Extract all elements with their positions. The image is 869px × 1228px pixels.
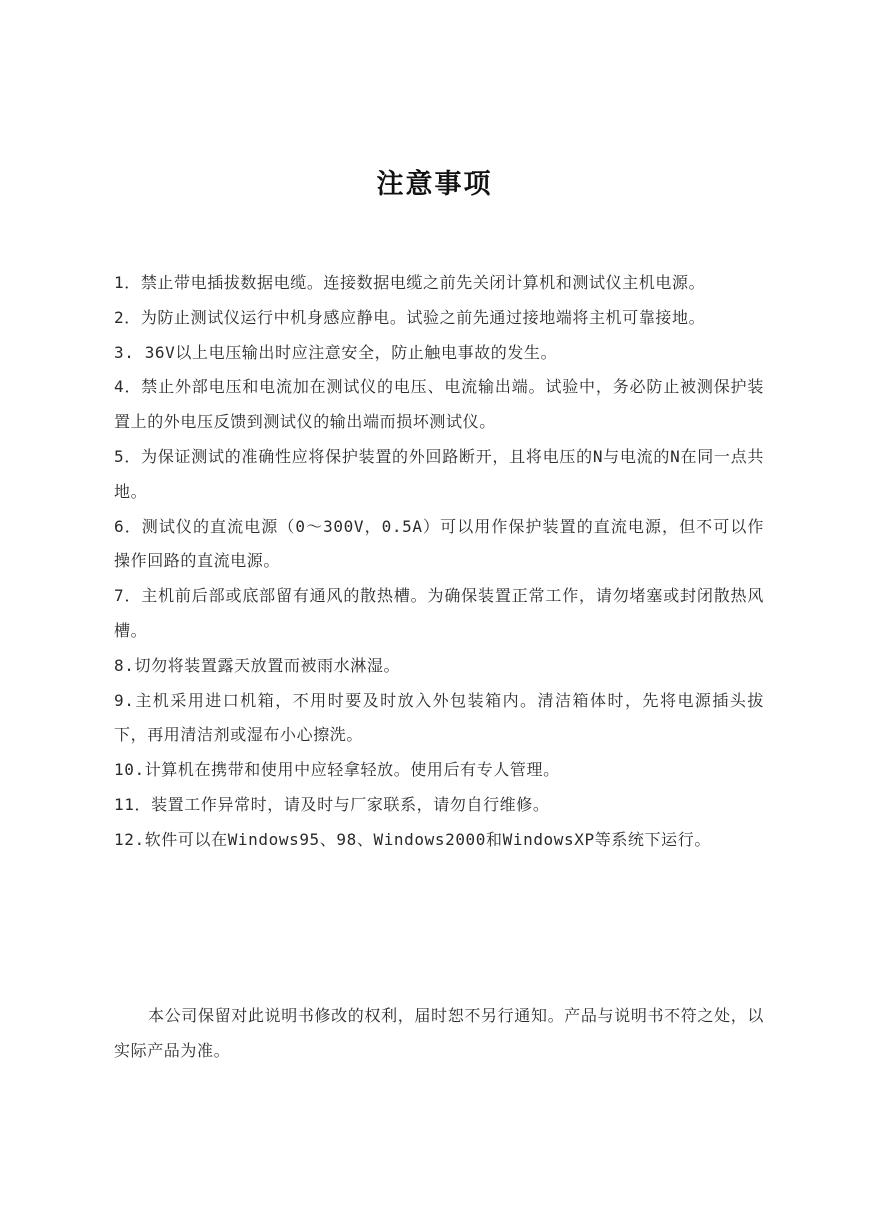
precaution-item: 8.切勿将装置露天放置而被雨水淋湿。 — [114, 655, 401, 675]
disclaimer-paragraph: 本公司保留对此说明书修改的权利，届时恕不另行通知。产品与说明书不符之处，以实际产品为准。 — [114, 1006, 764, 1060]
precaution-item: 12.软件可以在Windows95、98、Windows2000和WindowsXP等系统下运行。 — [114, 829, 711, 849]
precaution-item: 3. 36V以上电压输出时应注意安全，防止触电事故的发生。 — [114, 342, 558, 362]
page-title: 注意事项 — [376, 169, 493, 200]
precaution-item: 7．主机前后部或底部留有通风的散热槽。为确保装置正常工作，请勿堵塞或封闭散热风槽。 — [114, 586, 764, 640]
precautions-list — [114, 266, 764, 858]
precaution-item: 10.计算机在携带和使用中应轻拿轻放。使用后有专人管理。 — [114, 760, 560, 780]
precaution-item: 4．禁止外部电压和电流加在测试仪的电压、电流输出端。试验中，务必防止被测保护装置上的外电压反馈到测试仪的输出端而损坏测试仪。 — [114, 377, 764, 432]
precaution-item: 9.主机采用进口机箱，不用时要及时放入外包装箱内。清洁箱体时，先将电源插头拔下，再用清洁剂或湿布小心擦洗。 — [114, 690, 764, 745]
precaution-item: 1．禁止带电插拔数据电缆。连接数据电缆之前先关闭计算机和测试仪主机电源。 — [114, 273, 706, 292]
precaution-item: 5．为保证测试的准确性应将保护装置的外回路断开，且将电压的N与电流的N在同一点共地。 — [114, 446, 764, 501]
precaution-item: 2．为防止测试仪运行中机身感应静电。试验之前先通过接地端将主机可靠接地。 — [114, 307, 706, 327]
precaution-item: 6．测试仪的直流电源（0～300V，0.5A）可以用作保护装置的直流电源，但不可以作操作回路的直流电源。 — [114, 516, 764, 571]
precaution-item: 11．装置工作异常时，请及时与厂家联系，请勿自行维修。 — [114, 794, 550, 814]
